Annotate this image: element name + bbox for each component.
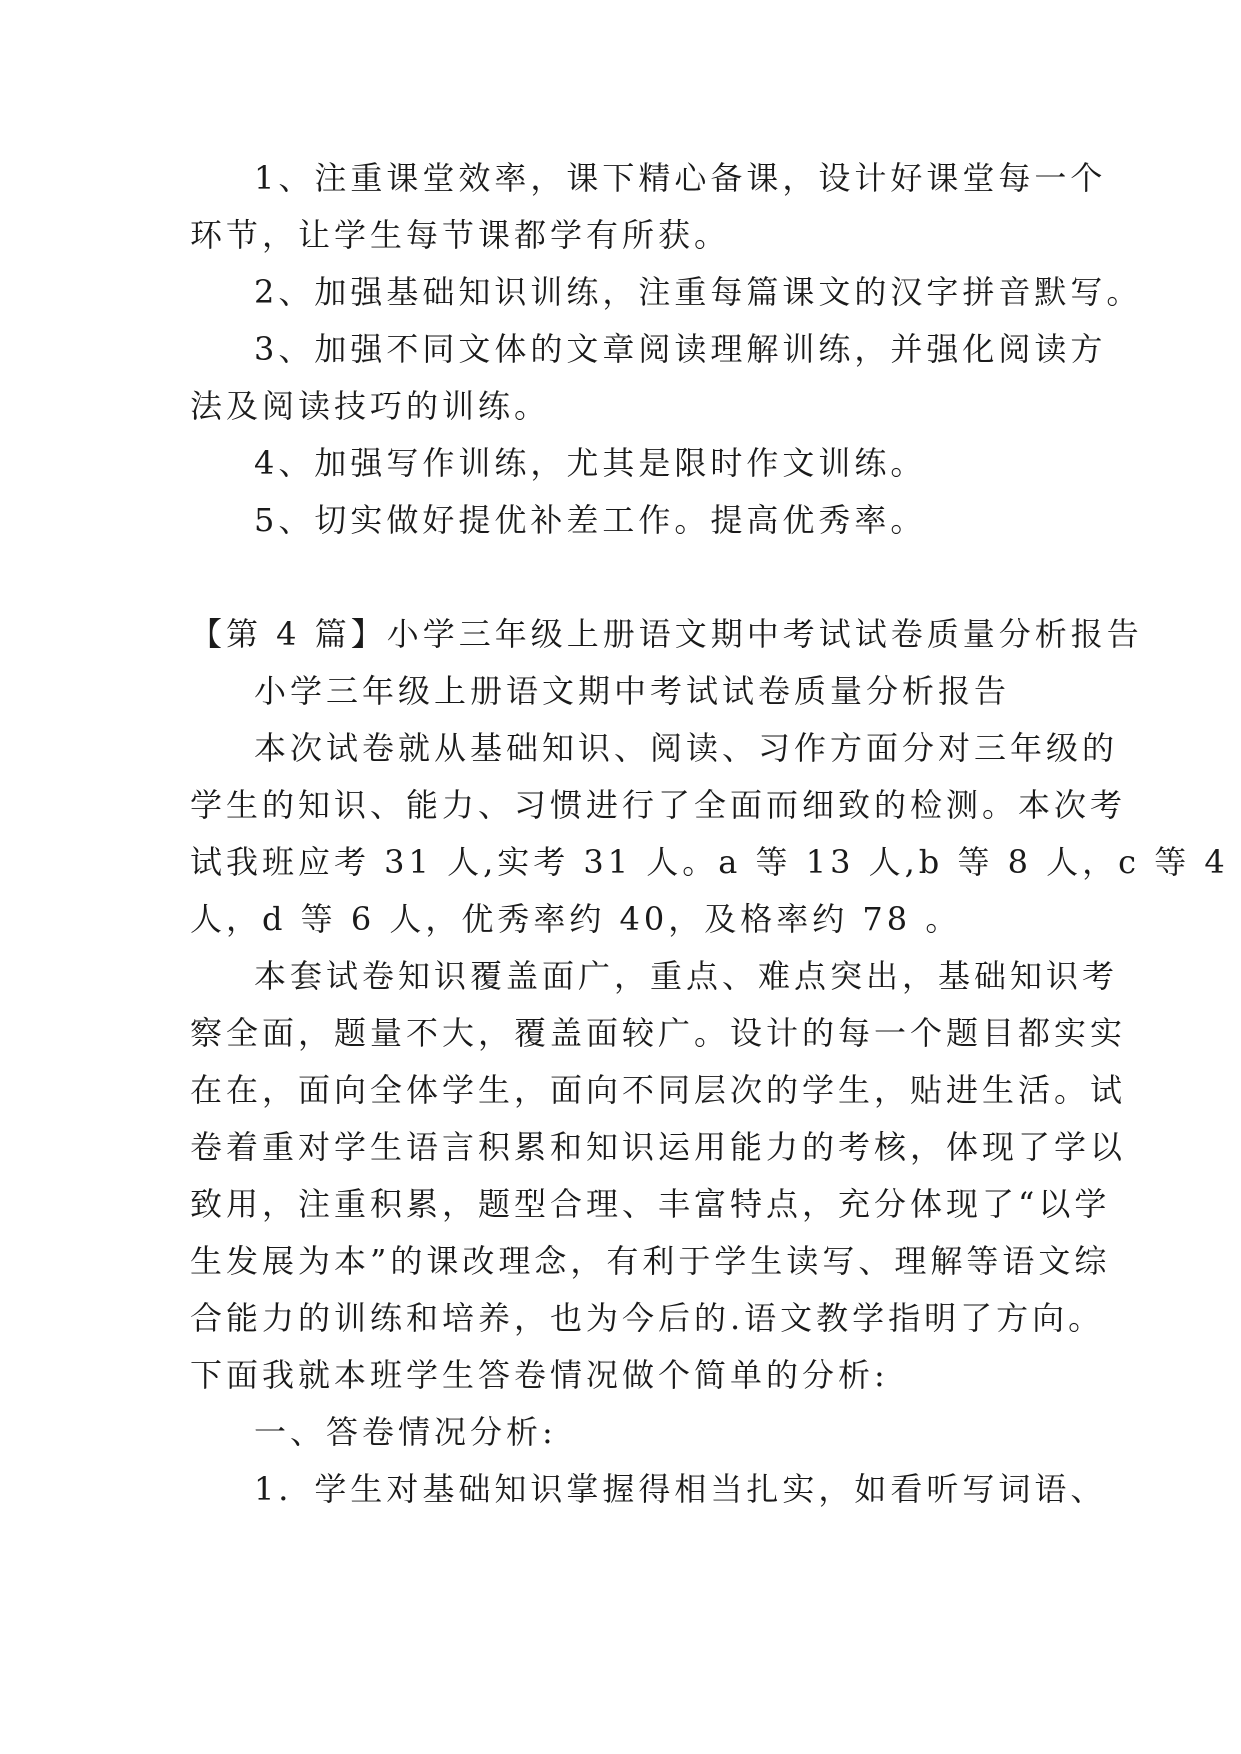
- paragraph-line: 合能力的训练和培养，也为今后的.语文教学指明了方向。: [190, 1299, 1105, 1337]
- list-item-2: [190, 264, 1143, 321]
- paragraph-line: 学生的知识、能力、习惯进行了全面而细致的检测。本次考: [190, 786, 1127, 824]
- paragraph-line: 卷着重对学生语言积累和知识运用能力的考核，体现了学以: [190, 1128, 1127, 1166]
- list-item-1: [190, 150, 1107, 264]
- list-item-3: [190, 321, 1107, 435]
- paragraph-4: [190, 1461, 1107, 1518]
- list-item-line: 环节，让学生每节课都学有所获。: [190, 216, 731, 254]
- document-page: [190, 150, 1229, 1518]
- list-item-5: [190, 492, 1090, 549]
- spacer: [190, 549, 1090, 606]
- paragraph-line: 试我班应考 31 人,实考 31 人。a 等 13 人,b 等 8 人，c 等 4: [190, 843, 1229, 881]
- list-item-line: 4、加强写作训练，尤其是限时作文训练。: [254, 444, 927, 482]
- list-item-line: 5、切实做好提优补差工作。提高优秀率。: [254, 501, 927, 539]
- paragraph-line: 人，d 等 6 人，优秀率约 40，及格率约 78 。: [190, 900, 962, 938]
- list-item-4: [190, 435, 1090, 492]
- paragraph-2: [190, 948, 1127, 1404]
- paragraph-1: [190, 720, 1229, 948]
- section-heading: 【第 4 篇】小学三年级上册语文期中考试试卷质量分析报告: [190, 615, 1143, 653]
- paragraph-3: [190, 1404, 1090, 1461]
- paragraph-line: 生发展为本”的课改理念，有利于学生读写、理解等语文综: [190, 1242, 1111, 1280]
- paragraph-line: 1．学生对基础知识掌握得相当扎实，如看听写词语、: [254, 1470, 1107, 1508]
- paragraph-line: 在在，面向全体学生，面向不同层次的学生，贴进生活。试: [190, 1071, 1127, 1109]
- paragraph-line: 致用，注重积累，题型合理、丰富特点，充分体现了“以学: [190, 1185, 1111, 1223]
- list-item-line: 1、注重课堂效率，课下精心备课，设计好课堂每一个: [254, 159, 1107, 197]
- section-subheading: 一、答卷情况分析:: [254, 1413, 557, 1451]
- paragraph-line: 本次试卷就从基础知识、阅读、习作方面分对三年级的: [254, 729, 1119, 767]
- paragraph-line: 察全面，题量不大，覆盖面较广。设计的每一个题目都实实: [190, 1014, 1127, 1052]
- list-item-line: 2、加强基础知识训练，注重每篇课文的汉字拼音默写。: [254, 273, 1143, 311]
- document-subtitle: 小学三年级上册语文期中考试试卷质量分析报告: [254, 672, 1011, 710]
- paragraph-line: 下面我就本班学生答卷情况做个简单的分析:: [190, 1356, 889, 1394]
- list-item-line: 3、加强不同文体的文章阅读理解训练，并强化阅读方: [254, 330, 1107, 368]
- paragraph-line: 本套试卷知识覆盖面广，重点、难点突出，基础知识考: [254, 957, 1119, 995]
- list-item-line: 法及阅读技巧的训练。: [190, 387, 551, 425]
